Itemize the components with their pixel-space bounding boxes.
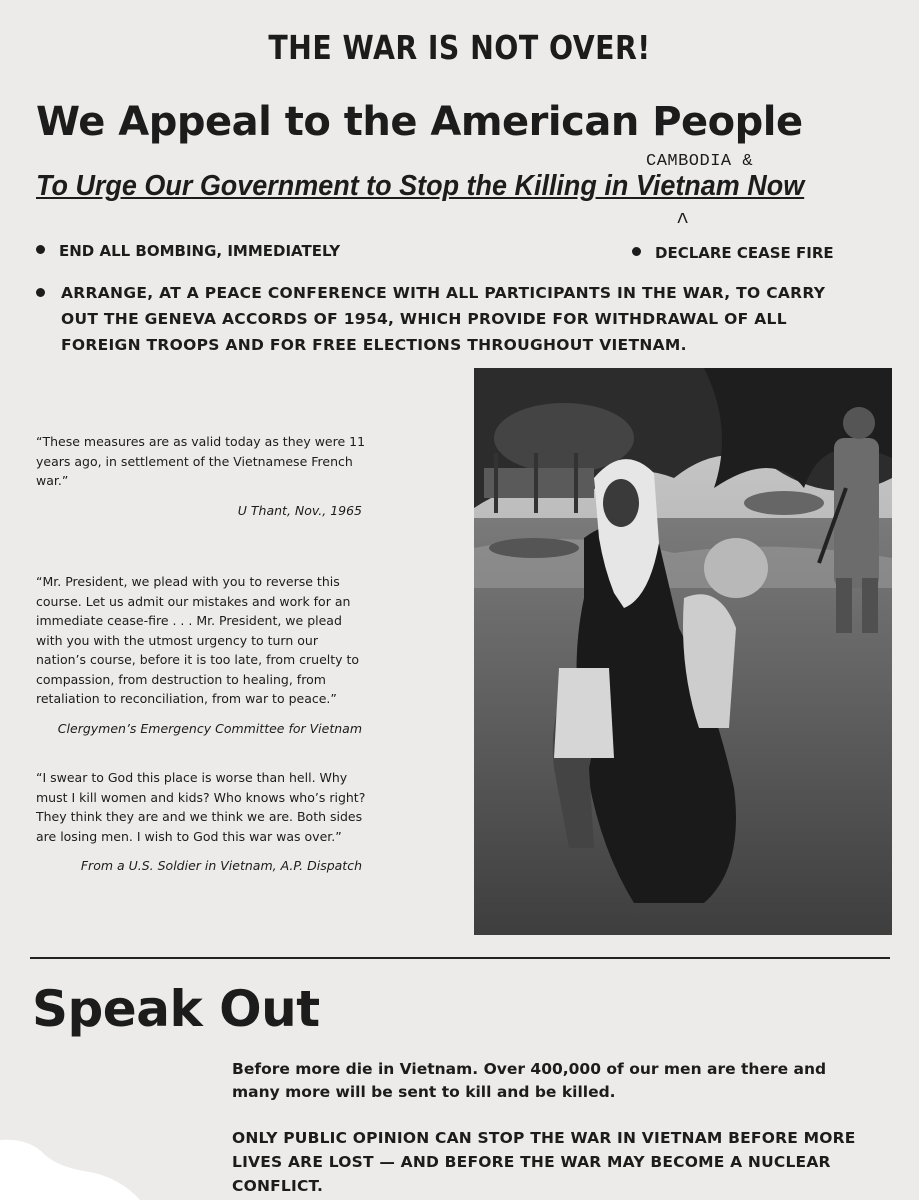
headline: THE WAR IS NOT OVER!	[268, 28, 651, 67]
bullet-icon	[36, 288, 45, 297]
quote-source: Clergymen’s Emergency Committee for Vietnam	[57, 720, 362, 736]
speak-out-heading: Speak Out	[32, 980, 320, 1038]
quote-source: U Thant, Nov., 1965	[237, 502, 362, 518]
quote-text: “Mr. President, we plead with you to reverse this course. Let us admit our mistakes and work for an immediate cease-fire . . . Mr. President, we plead with you with the utmost urgency to turn our nation’s course, before it is too late, from cruelty to compassion, from destruction to healing, from retaliation to reconciliation, from war to peace.”	[36, 574, 360, 706]
speak-out-paragraph-2: ONLY PUBLIC OPINION CAN STOP THE WAR IN VIETNAM BEFORE MORE LIVES ARE LOST — AND BEFORE THE WAR MAY BECOME A NUCLEAR CONFLICT.	[232, 1129, 856, 1195]
appeal-heading: We Appeal to the American People	[36, 99, 803, 145]
demand-text: DECLARE CEASE FIRE	[655, 244, 834, 262]
bullet-icon	[632, 247, 641, 256]
demand-peace-conference	[36, 280, 846, 358]
torn-corner	[0, 1120, 160, 1200]
demand-text: END ALL BOMBING, IMMEDIATELY	[59, 242, 341, 260]
photo-illustration	[474, 368, 892, 935]
demand-text: ARRANGE, AT A PEACE CONFERENCE WITH ALL PARTICIPANTS IN THE WAR, TO CARRY OUT THE GENEVA ACCORDS OF 1954, WHICH PROVIDE FOR WITHDRAWAL OF ALL FOREIGN TROOPS AND FOR FREE ELECTIONS THROUGHOUT VIETNAM.	[61, 284, 826, 354]
war-photograph	[474, 368, 892, 935]
subheading: To Urge Our Government to Stop the Killing in Vietnam Now	[36, 170, 805, 202]
demand-end-bombing	[36, 242, 340, 260]
bullet-icon	[36, 245, 45, 254]
quote-text: “These measures are as valid today as they were 11 years ago, in settlement of the Vietnamese French war.”	[36, 434, 366, 488]
quote-source: From a U.S. Soldier in Vietnam, A.P. Dispatch	[80, 858, 362, 873]
quote-text: “I swear to God this place is worse than hell. Why must I kill women and kids? Who knows who’s right? They think they are and we think we are. Both sides are losing men. I wish to God this war was over.”	[36, 770, 366, 844]
quote-clergymen	[36, 572, 366, 738]
speak-out-paragraph-1: Before more die in Vietnam. Over 400,000 of our men are there and many more will be sent to kill and be killed.	[232, 1060, 827, 1101]
quote-u-thant	[36, 432, 366, 520]
insert-caret: ^	[676, 210, 690, 235]
quote-soldier	[36, 768, 366, 876]
demand-cease-fire	[632, 244, 834, 262]
handwritten-insert: CAMBODIA &	[646, 152, 754, 171]
section-divider	[30, 957, 890, 959]
